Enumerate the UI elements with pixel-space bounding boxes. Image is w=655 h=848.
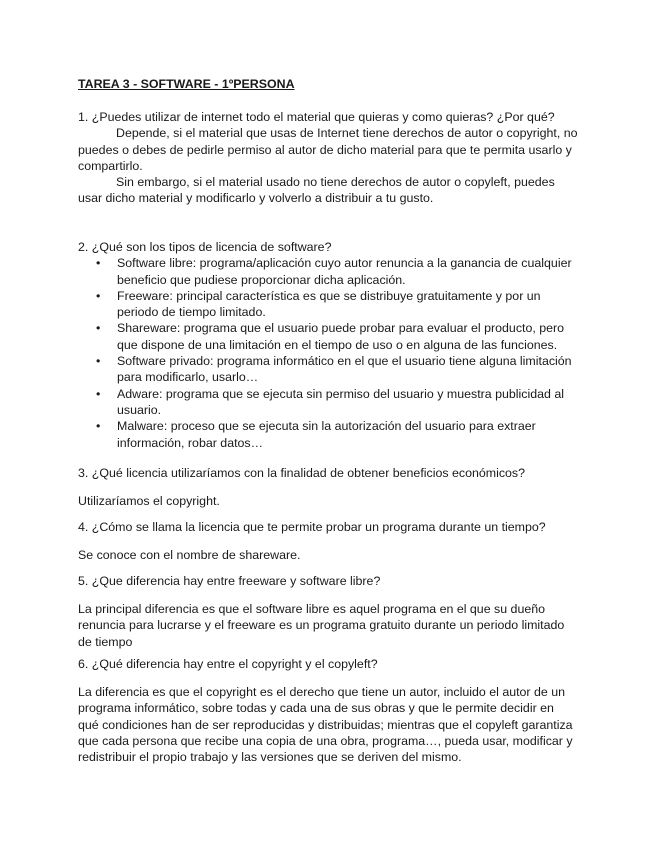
- question-3-section: [78, 465, 578, 481]
- answer-4: Se conoce con el nombre de shareware.: [78, 548, 301, 562]
- answer-3-section: [78, 493, 578, 509]
- question-5-section: [78, 573, 578, 589]
- list-item-text: Software privado: programa informático en el que el usuario tiene alguna limitación para modificarlo, usarlo…: [117, 354, 572, 385]
- list-item: [78, 386, 578, 419]
- list-item-text: Shareware: programa que el usuario puede probar para evaluar el producto, pero que dispone de una limitación en el tiempo de uso o en alguna de las funciones.: [117, 321, 565, 352]
- license-types-list: [78, 255, 578, 451]
- answer-4-section: [78, 547, 578, 563]
- document-title: TAREA 3 - SOFTWARE - 1ºPERSONA: [78, 77, 295, 91]
- bullet-icon: •: [96, 354, 101, 369]
- list-item-text: Malware: proceso que se ejecuta sin la autorización del usuario para extraer información, robar datos…: [117, 419, 536, 450]
- question-6-section: [78, 656, 578, 672]
- question-6: 6. ¿Qué diferencia hay entre el copyright y el copyleft?: [78, 657, 378, 671]
- bullet-icon: •: [96, 386, 101, 401]
- question-4-section: [78, 519, 578, 535]
- list-item: [78, 255, 578, 288]
- question-2-section: [78, 239, 578, 451]
- list-item: [78, 288, 578, 321]
- question-3: 3. ¿Qué licencia utilizaríamos con la finalidad de obtener beneficios económicos?: [78, 466, 526, 480]
- list-item: [78, 353, 578, 386]
- bullet-icon: •: [96, 321, 101, 336]
- answer-1-paragraph-2: Sin embargo, si el material usado no tiene derechos de autor o copyleft, puedes usar dicho material y modificarlo y volverlo a distribuir a tu gusto.: [78, 175, 555, 206]
- list-item-text: Software libre: programa/aplicación cuyo autor renuncia a la ganancia de cualquier beneficio que pudiese proporcionar dicha aplicación.: [117, 256, 572, 287]
- list-item-text: Freeware: principal característica es que se distribuye gratuitamente y por un periodo de tiempo limitado.: [117, 288, 541, 320]
- list-item: [78, 320, 578, 353]
- question-1-section: [78, 109, 578, 207]
- bullet-icon: •: [96, 419, 101, 434]
- answer-6-section: [78, 684, 578, 765]
- list-item-text: Adware: programa que se ejecuta sin permiso del usuario y muestra publicidad al usuario.: [117, 386, 564, 417]
- list-item: [78, 418, 578, 451]
- question-2: 2. ¿Qué son los tipos de licencia de software?: [78, 240, 332, 254]
- answer-6: La diferencia es que el copyright es el derecho que tiene un autor, incluido el autor de un programa informático, sobre todas y cada una de sus obras y que le permite decidir en qué condiciones han de ser reproducidas y distribuidas; mientras que el copyleft garantiza que cada persona que recibe una copia de una obra, programa…, pueda usar, modificar y redistribuir el propio trabajo y las versiones que se deriven del mismo.: [78, 685, 573, 765]
- answer-5-section: [78, 601, 578, 650]
- question-5: 5. ¿Que diferencia hay entre freeware y software libre?: [78, 574, 381, 588]
- question-1: 1. ¿Puedes utilizar de internet todo el material que quieras y como quieras? ¿Por qué?: [78, 110, 555, 124]
- answer-3: Utilizaríamos el copyright.: [78, 494, 220, 508]
- answer-5: La principal diferencia es que el software libre es aquel programa en el que su dueño renuncia para lucrarse y el freeware es un programa gratuito durante un periodo limitado de tiempo: [78, 602, 565, 649]
- bullet-icon: •: [96, 256, 101, 271]
- bullet-icon: •: [96, 288, 101, 303]
- question-4: 4. ¿Cómo se llama la licencia que te permite probar un programa durante un tiempo?: [78, 520, 546, 534]
- answer-1-paragraph-1: Depende, si el material que usas de Internet tiene derechos de autor o copyright, no puedes o debes de pedirle permiso al autor de dicho material para que te permita usarlo y compartirlo.: [78, 126, 578, 173]
